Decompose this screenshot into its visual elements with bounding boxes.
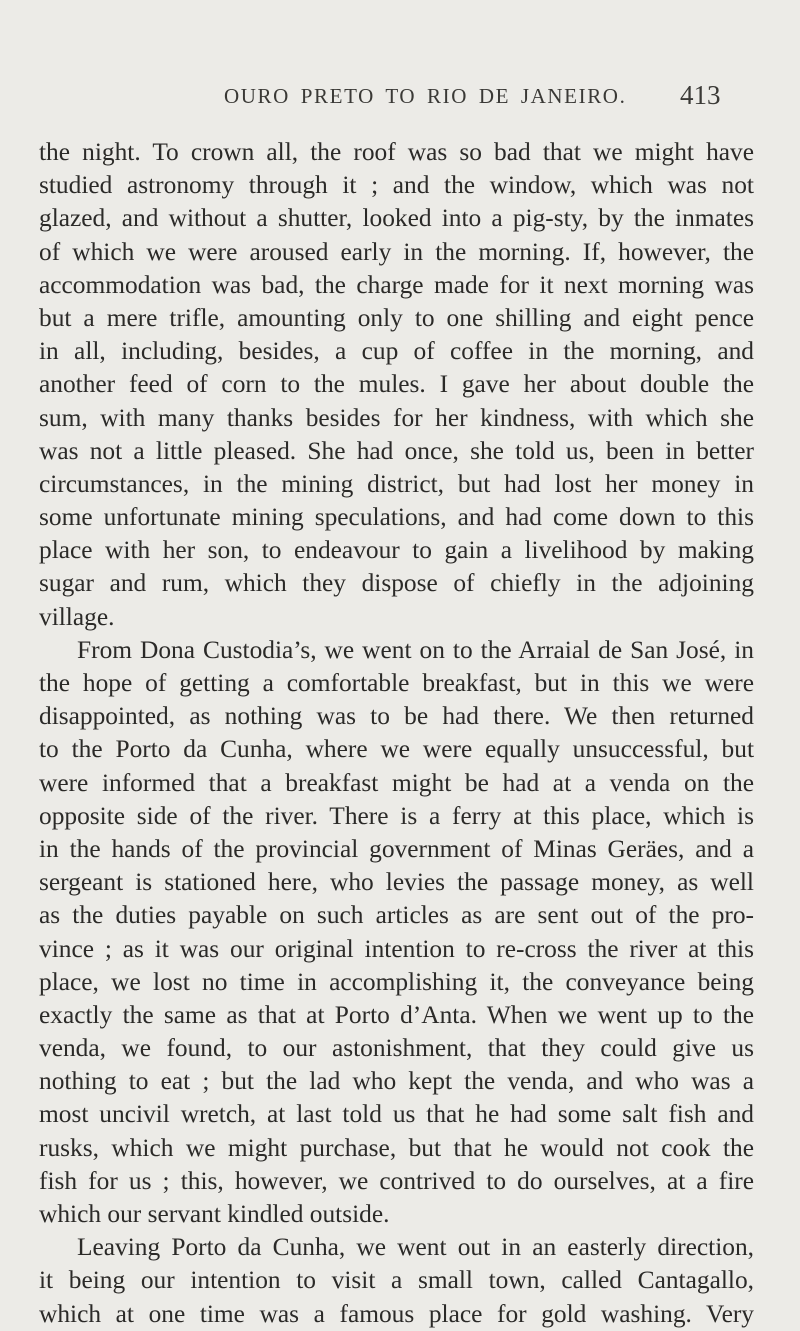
text-line: which at one time was a famous place for gold washing. Very: [39, 1299, 754, 1328]
text-line: exactly the same as that at Porto d’Anta. When we went up to the: [39, 1000, 754, 1029]
text-line: another feed of corn to the mules. I gave her about double the: [39, 370, 754, 399]
text-line: some unfortunate mining speculations, and had come down to this: [39, 503, 754, 532]
body-text: [39, 136, 754, 1331]
text-line: place, we lost no time in accomplishing it, the conveyance being: [39, 967, 754, 996]
text-line: From Dona Custodia’s, we went on to the Arraial de San José, in: [77, 635, 754, 664]
text-line: Leaving Porto da Cunha, we went out in an easterly direction,: [77, 1233, 754, 1262]
text-line: sergeant is stationed here, who levies the passage money, as well: [39, 868, 754, 897]
text-line: in the hands of the provincial government of Minas Geräes, and a: [39, 834, 754, 863]
text-line: village.: [39, 602, 115, 631]
text-line: the night. To crown all, the roof was so bad that we might have: [39, 138, 754, 166]
text-line: of which we were aroused early in the morning. If, however, the: [39, 237, 754, 266]
text-line: sugar and rum, which they dispose of chiefly in the adjoining: [39, 569, 754, 598]
text-line: in all, including, besides, a cup of coffee in the morning, and: [39, 337, 754, 366]
running-head: [0, 80, 800, 116]
text-line: it being our intention to visit a small town, called Cantagallo,: [39, 1266, 754, 1295]
text-line: sum, with many thanks besides for her kindness, with which she: [39, 403, 754, 432]
text-line: circumstances, in the mining district, but had lost her money in: [39, 469, 754, 498]
text-line: vince ; as it was our original intention to re-cross the river at this: [39, 934, 754, 963]
text-line: accommodation was bad, the charge made for it next morning was: [39, 270, 754, 299]
paragraph: [39, 634, 754, 1231]
text-line: to the Porto da Cunha, where we were equally unsuccessful, but: [39, 735, 754, 764]
text-line: the hope of getting a comfortable breakfast, but in this we were: [39, 669, 754, 697]
text-line: rusks, which we might purchase, but that he would not cook the: [39, 1133, 754, 1162]
text-line: fish for us ; this, however, we contrived to do ourselves, at a fire: [39, 1166, 754, 1195]
paragraph: [39, 136, 754, 634]
text-line: which our servant kindled outside.: [39, 1200, 390, 1228]
paragraph: [39, 1231, 754, 1331]
text-line: nothing to eat ; but the lad who kept the venda, and who was a: [39, 1067, 754, 1096]
page-number: 413: [680, 80, 721, 110]
text-line: place with her son, to endeavour to gain a livelihood by making: [39, 536, 754, 565]
text-line: was not a little pleased. She had once, she told us, been in better: [39, 436, 754, 465]
running-title: OURO PRETO TO RIO DE JANEIRO.: [224, 84, 627, 108]
text-line: opposite side of the river. There is a ferry at this place, which is: [39, 801, 754, 830]
text-line: were informed that a breakfast might be had at a venda on the: [39, 768, 754, 797]
text-line: as the duties payable on such articles as are sent out of the pro-: [39, 901, 754, 930]
text-line: most uncivil wretch, at last told us that he had some salt fish and: [39, 1100, 754, 1129]
text-line: studied astronomy through it ; and the window, which was not: [39, 171, 754, 200]
text-line: but a mere trifle, amounting only to one shilling and eight pence: [39, 303, 754, 332]
text-line: disappointed, as nothing was to be had there. We then returned: [39, 702, 754, 731]
text-line: venda, we found, to our astonishment, that they could give us: [39, 1034, 754, 1063]
text-line: glazed, and without a shutter, looked into a pig-sty, by the inmates: [39, 204, 754, 233]
